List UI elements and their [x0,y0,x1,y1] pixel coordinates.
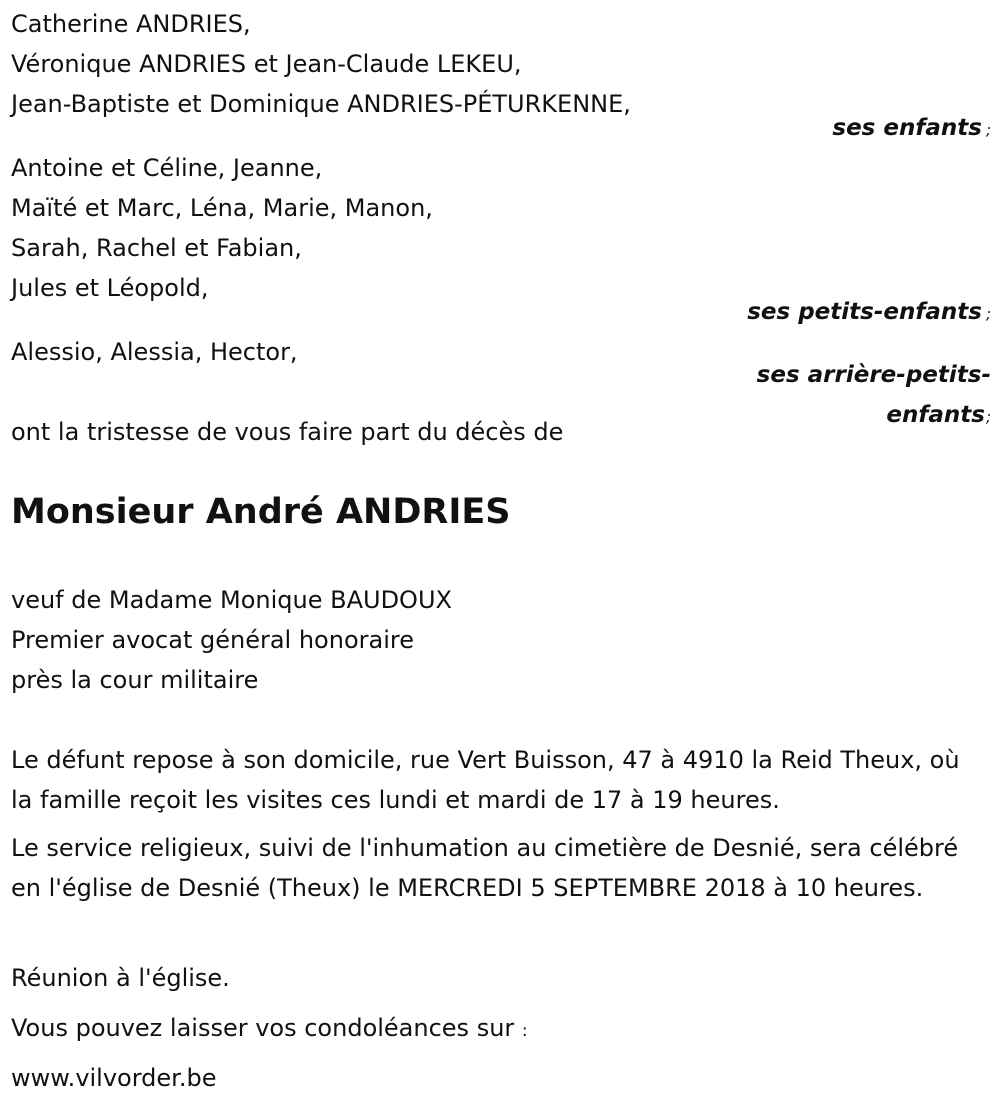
relation-grandchildren [747,292,991,334]
website-link[interactable]: www.vilvorder.be [11,1064,217,1092]
grandchild-line: Jules et Léopold, [11,274,209,302]
meeting-info: Réunion à l'église. [11,964,230,992]
condolences-info [11,1008,986,1051]
relation-great-grandchildren-line1: ses arrière-petits- [756,362,991,388]
relation-great-grandchildren-label: enfants [886,402,985,428]
relation-children [832,108,991,150]
relation-grandchildren-label: ses petits-enfants [747,299,982,325]
relation-children-label: ses enfants [832,115,982,141]
deceased-name: Monsieur André ANDRIES [11,492,511,532]
deceased-detail: Premier avocat général honoraire [11,626,414,654]
grandchild-line: Maïté et Marc, Léna, Marie, Manon, [11,194,433,222]
condolences-colon: : [521,1021,528,1041]
child-line: Véronique ANDRIES et Jean-Claude LEKEU, [11,50,522,78]
condolences-text: Vous pouvez laisser vos condoléances sur [11,1014,515,1042]
deceased-detail: près la cour militaire [11,666,259,694]
relation-great-grandchildren-punct: ; [985,408,991,426]
deceased-detail: veuf de Madame Monique BAUDOUX [11,586,452,614]
visit-info: Le défunt repose à son domicile, rue Vert Buisson, 47 à 4910 la Reid Theux, où la famille reçoit les visites ces lundi et mardi de 17 à 19 heures. [11,746,960,814]
child-line: Jean-Baptiste et Dominique ANDRIES-PÉTURKENNE, [11,90,631,118]
relation-great-grandchildren [757,355,991,437]
relation-great-grandchildren-line2 [757,395,991,437]
child-line: Catherine ANDRIES, [11,10,251,38]
great-grandchild-line: Alessio, Alessia, Hector, [11,338,298,366]
announcement-text: ont la tristesse de vous faire part du décès de [11,418,564,446]
relation-children-punct: ; [985,121,991,139]
service-info: Le service religieux, suivi de l'inhumation au cimetière de Desnié, sera célébré en l'église de Desnié (Theux) le MERCREDI 5 SEPTEMBRE 2018 à 10 heures. [11,834,959,902]
grandchild-line: Sarah, Rachel et Fabian, [11,234,302,262]
relation-grandchildren-punct: ; [985,305,991,323]
grandchild-line: Antoine et Céline, Jeanne, [11,154,323,182]
